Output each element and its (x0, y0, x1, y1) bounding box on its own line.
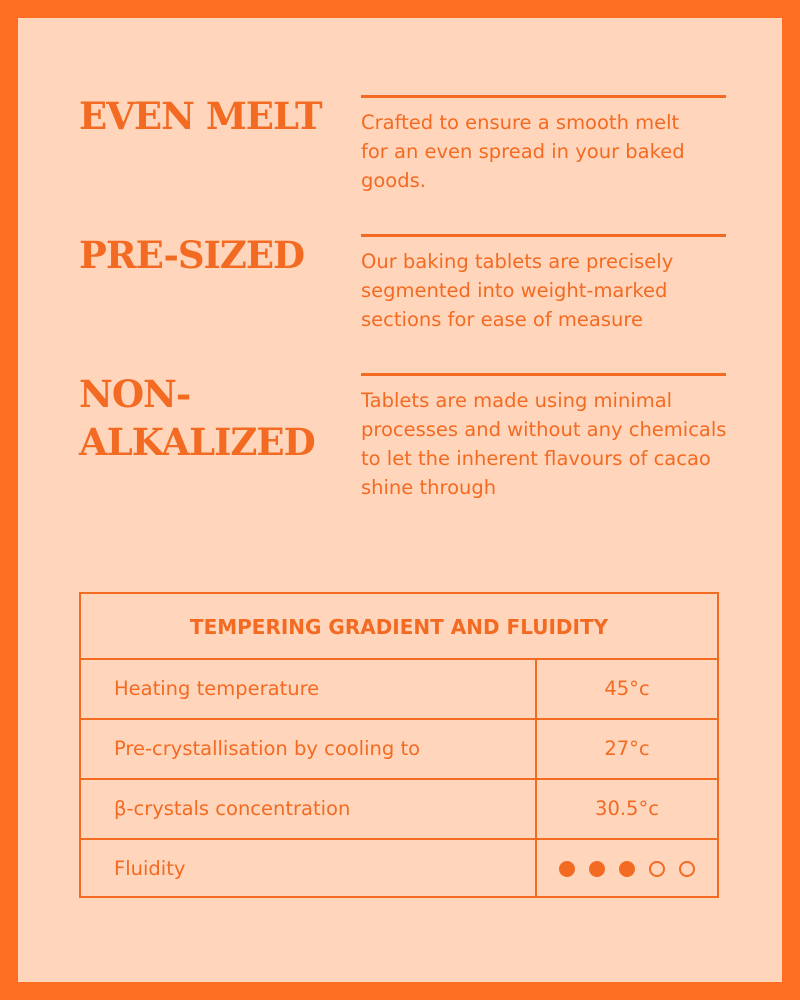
rating-dot-filled-icon (559, 861, 575, 877)
rating-dot-filled-icon (589, 861, 605, 877)
feature-description: Tablets are made using minimal processes and without any chemicals to let the inherent flavours of cacao shine through (361, 389, 727, 499)
row-label: β-crystals concentration (114, 797, 351, 820)
row-value: 45°c (604, 677, 650, 700)
row-label: Pre-crystallisation by cooling to (114, 737, 421, 760)
info-panel (18, 18, 782, 982)
table-title: TEMPERING GRADIENT AND FLUIDITY (81, 594, 717, 660)
divider-rule (361, 373, 726, 376)
feature-description: Crafted to ensure a smooth melt for an even spread in your baked goods. (361, 111, 685, 192)
rating-dot-empty-icon (649, 861, 665, 877)
tempering-table (79, 592, 719, 898)
row-value: 27°c (604, 737, 650, 760)
divider-rule (361, 95, 726, 98)
table-row (81, 720, 717, 780)
table-row (81, 660, 717, 720)
table-row (81, 780, 717, 840)
divider-rule (361, 234, 726, 237)
table-row (81, 840, 717, 898)
feature-title: PRE-SIZED (79, 233, 305, 277)
feature-title: NON- ALKALIZED (79, 372, 315, 464)
row-label: Fluidity (114, 857, 186, 880)
row-value: 30.5°c (595, 797, 659, 820)
feature-description: Our baking tablets are precisely segmented into weight-marked sections for ease of measure (361, 250, 674, 331)
fluidity-rating (537, 840, 717, 898)
row-label: Heating temperature (114, 677, 320, 700)
feature-title: EVEN MELT (79, 94, 322, 138)
rating-dot-filled-icon (619, 861, 635, 877)
rating-dot-empty-icon (679, 861, 695, 877)
